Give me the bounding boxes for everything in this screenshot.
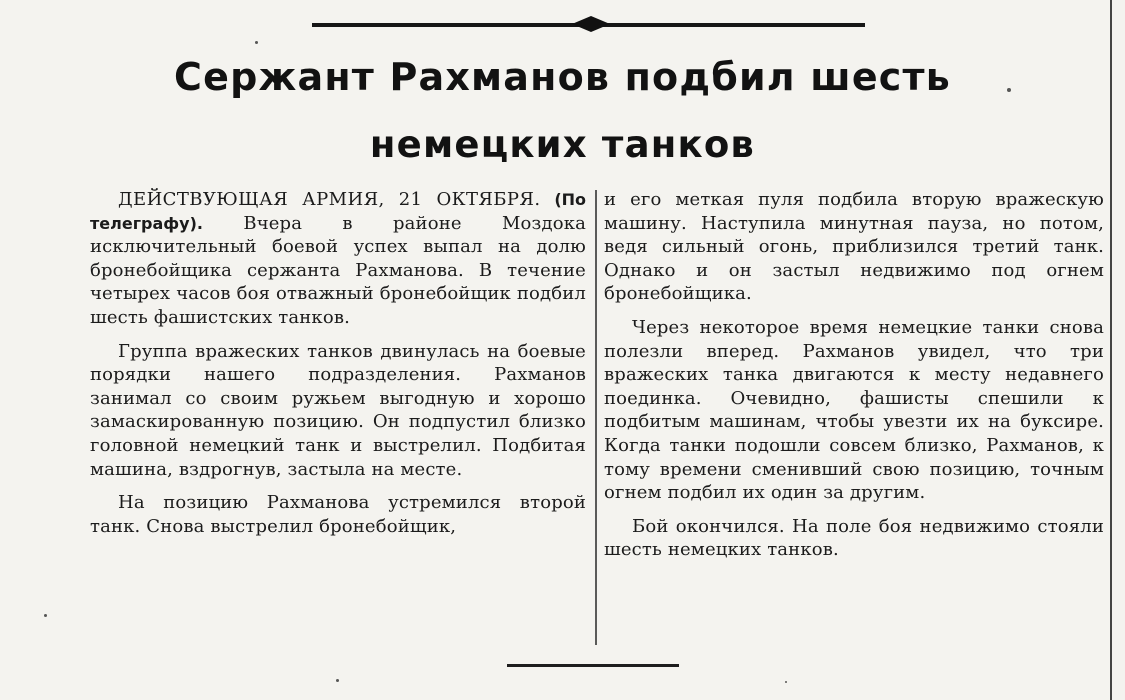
- column-divider: [595, 190, 597, 645]
- article-paragraph-2: Группа вражеских танков двинулась на боевые порядки нашего подразделения. Рахманов занимал со своим ружьем выгодную и хорошо замаскированную позицию. Он подпустил близко головной немецкий танк и выстрелил. Подбитая машина, вздрогнув, застыла на месте.: [90, 340, 586, 480]
- article-right-column: [604, 188, 1104, 562]
- bottom-divider: [507, 664, 679, 667]
- right-column-rule: [1110, 0, 1112, 700]
- article-left-column: [90, 188, 586, 538]
- top-divider-ornament: [572, 16, 610, 32]
- ink-speck: [336, 679, 339, 682]
- article-paragraph-3: На позицию Рахманова устремился второй танк. Снова выстрелил бронебойщик,: [90, 492, 586, 537]
- ink-speck: [1007, 88, 1011, 92]
- ink-speck: [255, 41, 258, 44]
- article-source-note: (По телеграфу).: [90, 190, 587, 233]
- article-paragraph-1-text: Вчера в районе Моздока исключительный боевой успех выпал на долю бронебойщика сержанта Рахманова. В течение четырех часов боя отважный бронебойщик подбил шесть фашистских танков.: [90, 212, 586, 328]
- article-headline-line-1: Сержант Рахманов подбил шесть: [174, 55, 951, 99]
- article-headline-line-2: немецких танков: [369, 123, 756, 166]
- article-paragraph-1: [90, 188, 586, 330]
- ink-speck: [44, 614, 47, 617]
- article-dateline: ДЕЙСТВУЮЩАЯ АРМИЯ, 21 ОКТЯБРЯ.: [118, 189, 541, 210]
- article-paragraph-6: Бой окончился. На поле боя недвижимо стояли шесть немецких танков.: [604, 515, 1104, 561]
- article-paragraph-5: Через некоторое время немецкие танки снова полезли вперед. Рахманов увидел, что три вражеских танка двигаются к месту недавнего поединка. Очевидно, фашисты спешили к подбитым машинам, чтобы увезти их на буксире. Когда танки подошли совсем близко, Рахманов, к тому времени сменивший свою позицию, точным огнем подбил их один за другим.: [604, 316, 1104, 504]
- ink-speck: [785, 681, 787, 683]
- article-paragraph-4: и его меткая пуля подбила вторую вражескую машину. Наступила минутная пауза, но потом, ведя сильный огонь, приблизился третий танк. Однако и он застыл недвижимо под огнем бронебойщика.: [604, 189, 1104, 305]
